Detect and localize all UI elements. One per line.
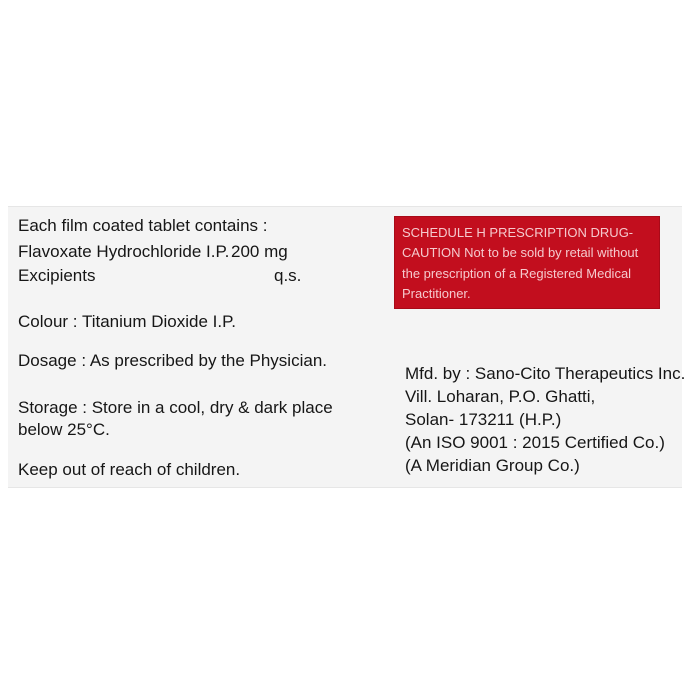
caution-line: the prescription of a Registered Medical bbox=[402, 266, 632, 281]
excipients-label: Excipients bbox=[18, 266, 96, 285]
ingredient-name: Flavoxate Hydrochloride I.P. bbox=[18, 242, 230, 261]
dosage-text: Dosage : As prescribed by the Physician. bbox=[18, 351, 327, 370]
schedule-h-caution-box bbox=[394, 216, 660, 309]
manufacturer-line: Solan- 173211 (H.P.) bbox=[405, 410, 562, 429]
composition-heading: Each film coated tablet contains : bbox=[18, 216, 268, 235]
manufacturer-line: (A Meridian Group Co.) bbox=[405, 456, 580, 475]
caution-line: CAUTION Not to be sold by retail without bbox=[402, 245, 639, 260]
excipients-amount: q.s. bbox=[274, 266, 302, 285]
manufacturer-line: Mfd. by : Sano-Cito Therapeutics Inc. bbox=[405, 364, 686, 383]
manufacturer-line: (An ISO 9001 : 2015 Certified Co.) bbox=[405, 433, 665, 452]
storage-line-1: Storage : Store in a cool, dry & dark place bbox=[18, 398, 333, 417]
manufacturer-line: Vill. Loharan, P.O. Ghatti, bbox=[405, 387, 596, 406]
colour-text: Colour : Titanium Dioxide I.P. bbox=[18, 312, 236, 331]
caution-line: Practitioner. bbox=[402, 286, 471, 301]
caution-line: SCHEDULE H PRESCRIPTION DRUG- bbox=[402, 225, 634, 240]
ingredient-amount: 200 mg bbox=[231, 242, 288, 261]
warning-text: Keep out of reach of children. bbox=[18, 460, 241, 479]
storage-line-2: below 25°C. bbox=[18, 420, 110, 439]
